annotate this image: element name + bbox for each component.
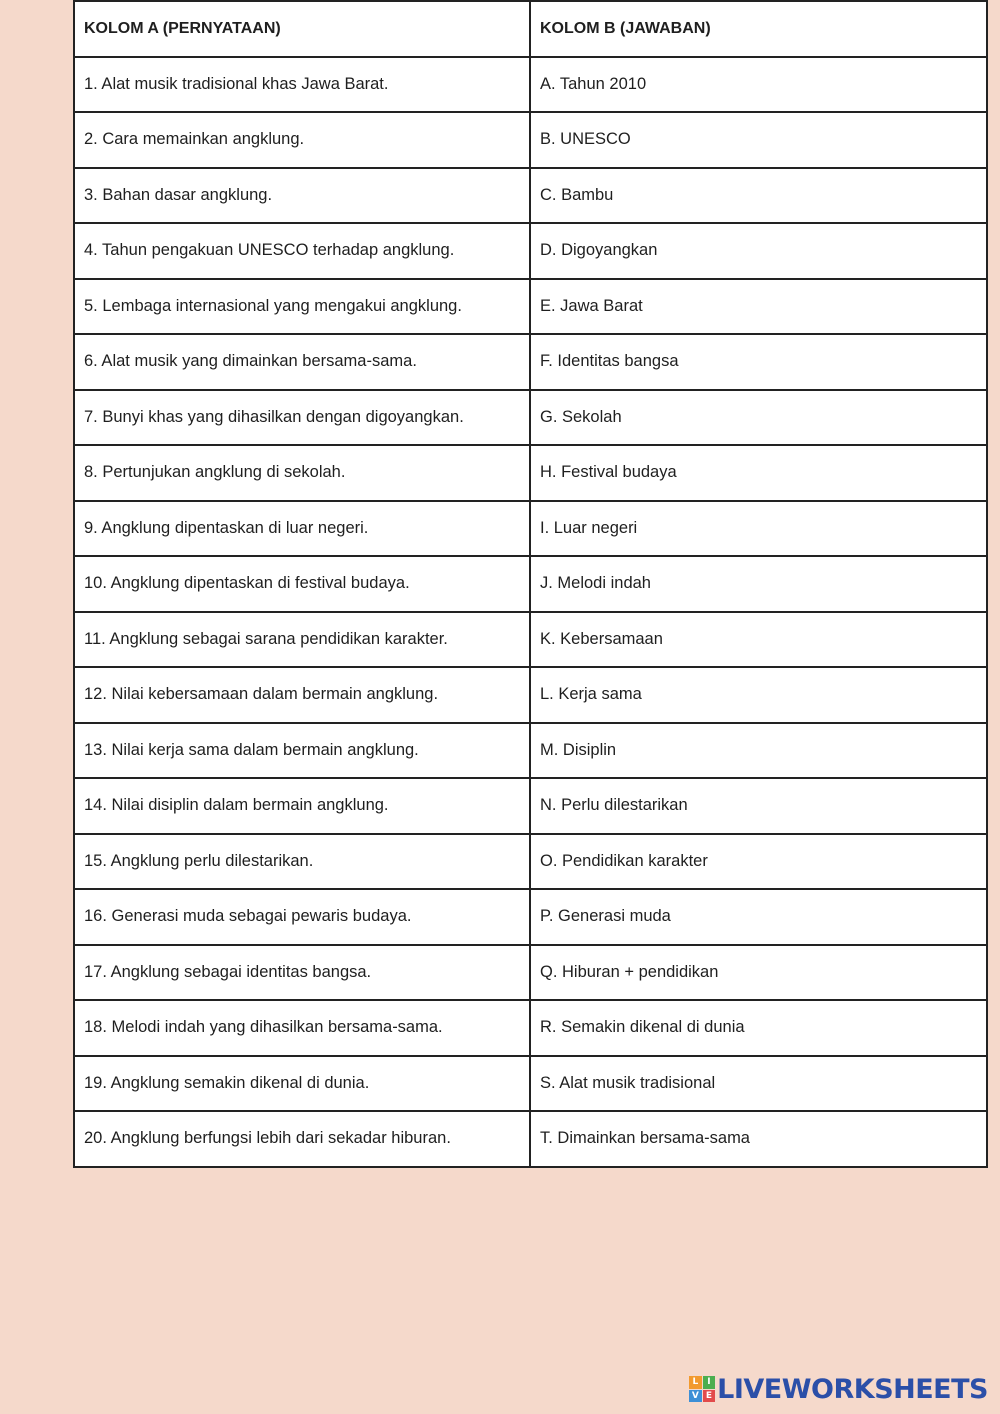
table-body xyxy=(74,57,987,1167)
table-row xyxy=(74,57,987,113)
statement-cell: 8. Pertunjukan angklung di sekolah. xyxy=(74,445,530,501)
answer-cell: S. Alat musik tradisional xyxy=(530,1056,987,1112)
table-row xyxy=(74,501,987,557)
statement-cell: 7. Bunyi khas yang dihasilkan dengan digoyangkan. xyxy=(74,390,530,446)
answer-cell: T. Dimainkan bersama-sama xyxy=(530,1111,987,1167)
table-row xyxy=(74,279,987,335)
statement-cell: 2. Cara memainkan angklung. xyxy=(74,112,530,168)
table-row xyxy=(74,778,987,834)
table-row xyxy=(74,223,987,279)
statement-cell: 13. Nilai kerja sama dalam bermain angklung. xyxy=(74,723,530,779)
answer-cell: M. Disiplin xyxy=(530,723,987,779)
statement-cell: 3. Bahan dasar angklung. xyxy=(74,168,530,224)
table-row xyxy=(74,945,987,1001)
statement-cell: 14. Nilai disiplin dalam bermain angklung. xyxy=(74,778,530,834)
answer-cell: Q. Hiburan + pendidikan xyxy=(530,945,987,1001)
logo-text: LIVEWORKSHEETS xyxy=(717,1373,988,1405)
table-row xyxy=(74,834,987,890)
table-row xyxy=(74,334,987,390)
table-row xyxy=(74,168,987,224)
statement-cell: 5. Lembaga internasional yang mengakui angklung. xyxy=(74,279,530,335)
liveworksheets-logo-icon: L I V E xyxy=(689,1376,715,1402)
table-row xyxy=(74,1111,987,1167)
answer-cell: B. UNESCO xyxy=(530,112,987,168)
answer-cell: F. Identitas bangsa xyxy=(530,334,987,390)
statement-cell: 17. Angklung sebagai identitas bangsa. xyxy=(74,945,530,1001)
table-row xyxy=(74,667,987,723)
statement-cell: 20. Angklung berfungsi lebih dari sekadar hiburan. xyxy=(74,1111,530,1167)
statement-cell: 12. Nilai kebersamaan dalam bermain angklung. xyxy=(74,667,530,723)
liveworksheets-logo xyxy=(689,1372,988,1406)
statement-cell: 10. Angklung dipentaskan di festival budaya. xyxy=(74,556,530,612)
table-row xyxy=(74,112,987,168)
table-row xyxy=(74,889,987,945)
answer-cell: N. Perlu dilestarikan xyxy=(530,778,987,834)
statement-cell: 16. Generasi muda sebagai pewaris budaya. xyxy=(74,889,530,945)
answer-cell: P. Generasi muda xyxy=(530,889,987,945)
answer-cell: C. Bambu xyxy=(530,168,987,224)
answer-cell: J. Melodi indah xyxy=(530,556,987,612)
answer-cell: H. Festival budaya xyxy=(530,445,987,501)
statement-cell: 1. Alat musik tradisional khas Jawa Barat. xyxy=(74,57,530,113)
statement-cell: 19. Angklung semakin dikenal di dunia. xyxy=(74,1056,530,1112)
answer-cell: D. Digoyangkan xyxy=(530,223,987,279)
answer-cell: E. Jawa Barat xyxy=(530,279,987,335)
table-row xyxy=(74,556,987,612)
table-row xyxy=(74,723,987,779)
table-header-row xyxy=(74,1,987,57)
answer-cell: O. Pendidikan karakter xyxy=(530,834,987,890)
table-row xyxy=(74,1000,987,1056)
column-b-header: KOLOM B (JAWABAN) xyxy=(530,1,987,57)
matching-table xyxy=(73,0,988,1168)
statement-cell: 11. Angklung sebagai sarana pendidikan karakter. xyxy=(74,612,530,668)
statement-cell: 6. Alat musik yang dimainkan bersama-sama. xyxy=(74,334,530,390)
table-row xyxy=(74,445,987,501)
answer-cell: K. Kebersamaan xyxy=(530,612,987,668)
table-row xyxy=(74,612,987,668)
statement-cell: 4. Tahun pengakuan UNESCO terhadap angklung. xyxy=(74,223,530,279)
statement-cell: 15. Angklung perlu dilestarikan. xyxy=(74,834,530,890)
table-row xyxy=(74,390,987,446)
answer-cell: G. Sekolah xyxy=(530,390,987,446)
answer-cell: R. Semakin dikenal di dunia xyxy=(530,1000,987,1056)
answer-cell: L. Kerja sama xyxy=(530,667,987,723)
table-row xyxy=(74,1056,987,1112)
answer-cell: I. Luar negeri xyxy=(530,501,987,557)
answer-cell: A. Tahun 2010 xyxy=(530,57,987,113)
column-a-header: KOLOM A (PERNYATAAN) xyxy=(74,1,530,57)
statement-cell: 18. Melodi indah yang dihasilkan bersama-sama. xyxy=(74,1000,530,1056)
statement-cell: 9. Angklung dipentaskan di luar negeri. xyxy=(74,501,530,557)
